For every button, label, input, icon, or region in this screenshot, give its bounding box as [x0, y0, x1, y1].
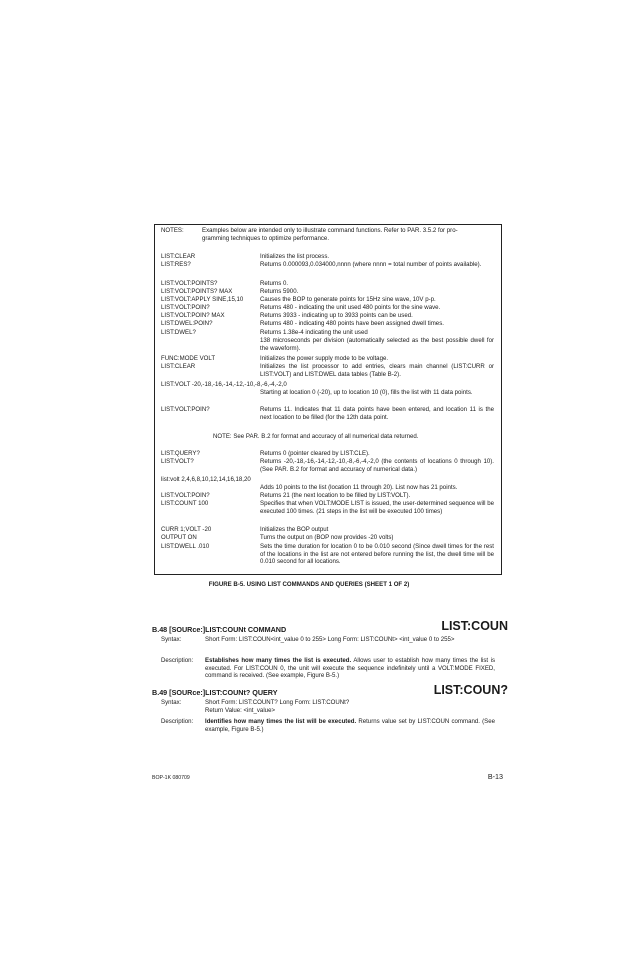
section-b48-command: LIST:COUN: [441, 619, 508, 633]
list-row-description: Initializes the list process.: [260, 253, 330, 260]
list-row-command: LIST:CLEAR: [161, 363, 196, 370]
page-number: B-13: [487, 772, 503, 781]
b49-description: [205, 718, 495, 733]
notes-line-1: Examples below are intended only to illustrate command functions. Refer to PAR. 3.5.2 for pro-: [202, 227, 458, 234]
list-row-description: Returns 0 (pointer cleared by LIST:CLE).: [260, 450, 370, 457]
list-note: NOTE: See PAR. B.2 for format and accuracy of all numerical data returned.: [213, 433, 419, 440]
list-row-description: Specifies that when VOLT:MODE LIST is issued, the user-determined sequence will be executed 100 times. (21 steps in the list will be executed 100 times): [260, 500, 494, 515]
list-row-command: LIST:DWEL?: [161, 329, 196, 336]
list-row-description: Returns -20,-18,-16,-14,-12,-10,-8,-6,-4,-2,0 (the contents of locations 0 through 10). (See PAR. B.2 for format and accuracy of numerical data.): [260, 458, 494, 473]
list-row-description: Returns 480 - indicating the unit used 480 points for the sine wave.: [260, 304, 441, 311]
list-row-command: LIST:VOLT:POINTS?: [161, 280, 218, 287]
b49-syntax: Short Form: LIST:COUNT? Long Form: LIST:COUNt?: [205, 699, 350, 706]
figure-caption: FIGURE B-5. USING LIST COMMANDS AND QUERIES (SHEET 1 OF 2): [208, 581, 410, 588]
b48-syntax-label: Syntax:: [161, 636, 182, 643]
notes-line-2: gramming techniques to optimize performance.: [202, 235, 330, 242]
list-row-description: Returns 1.38e-4 indicating the unit used: [260, 329, 368, 336]
list-row-description: 138 microseconds per division (automatically selected as the best possible dwell for the waveform).: [260, 337, 494, 352]
section-b48-heading: B.48 [SOURce:]LIST:COUNt COMMAND: [152, 625, 287, 634]
list-row-command: LIST:DWELL .010: [161, 543, 210, 550]
list-row-command: LIST:VOLT:POIN?: [161, 304, 210, 311]
list-row-description: Causes the BOP to generate points for 15Hz sine wave, 10V p-p.: [260, 296, 436, 303]
b49-description-label: Description:: [161, 718, 194, 725]
b49-return-value: Return Value: <int_value>: [205, 707, 276, 714]
list-row-command: LIST:VOLT:POIN?: [161, 406, 210, 413]
list-row-description: Returns 480 - indicating 480 points have been assigned dwell times.: [260, 320, 444, 327]
b48-desc-rest: Allows user to establish how many times the list is executed. For LIST:COUN 0, the unit will execute the sequence indefinitely until a VOLT:MODE FIXED, command is received. (See example, Figure B-5.): [205, 657, 495, 680]
list-row-command: OUTPUT ON: [161, 534, 197, 541]
list-row-description: Initializes the list processor to add entries, clears main channel (LIST:CURR or LIST:VOLT) and LIST:DWEL data tables (Table B-2).: [260, 363, 494, 378]
list-row-command: LIST:CLEAR: [161, 253, 196, 260]
list-row-description: Returns 0.000093,0.034000,nnnn (where nnnn = total number of points available).: [260, 261, 482, 268]
list-row-description: Returns 3933 - indicating up to 3933 points can be used.: [260, 312, 413, 319]
b48-description-label: Description:: [161, 657, 194, 664]
list-row-description: Starting at location 0 (-20), up to location 10 (0), fills the list with 11 data points.: [260, 389, 473, 396]
list-row-description: Returns 11. Indicates that 11 data points have been entered, and location 11 is the next location to be filled (for the 12th data point.: [260, 406, 494, 421]
b48-syntax: Short Form: LIST:COUN<int_value 0 to 255> Long Form: LIST:COUNt> <int_value 0 to 255>: [205, 636, 455, 643]
list-row-command: LIST:VOLT:POINTS? MAX: [161, 288, 233, 295]
list-row-command: LIST:RES?: [161, 261, 191, 268]
notes-label: NOTES:: [161, 227, 184, 234]
list-row-description: Adds 10 points to the list (location 11 through 20). List now has 21 points.: [260, 484, 458, 491]
list-row-command: FUNC:MODE VOLT: [161, 355, 216, 362]
list-row-command: LIST:VOLT?: [161, 458, 194, 465]
list-row-command: LIST:VOLT:POIN?: [161, 492, 210, 499]
list-row-command: LIST:VOLT:APPLY SINE,15,10: [161, 296, 244, 303]
list-row-command: LIST:VOLT:POIN? MAX: [161, 312, 225, 319]
footer-left: BOP-1K 080709: [152, 775, 190, 781]
list-row-description: Sets the time duration for location 0 to be 0.010 second (Since dwell times for the rest of the locations in the list are not entered before running the list, the dwell time will be 0.010 second for all locations.: [260, 543, 494, 566]
list-row-description: Initializes the power supply mode to be voltage.: [260, 355, 389, 362]
b48-desc-bold: Establishes how many times the list is executed.: [205, 657, 352, 664]
example-box: [154, 224, 502, 575]
list-row-command: LIST:VOLT -20,-18,-16,-14,-12,-10,-8,-6,-4,-2,0: [161, 381, 287, 388]
list-row-description: Turns the output on (BOP now provides -20 volts): [260, 534, 394, 541]
list-row-description: Returns 5900.: [260, 288, 299, 295]
list-row-description: Returns 21 (the next location to be filled by LIST:VOLT).: [260, 492, 411, 499]
list-row-command: list:volt 2,4,6,8,10,12,14,16,18,20: [161, 476, 251, 483]
list-row-command: LIST:QUERY?: [161, 450, 200, 457]
b49-desc-bold: Identifies how many times the list will be executed.: [205, 718, 357, 725]
list-row-command: LIST:COUNT 100: [161, 500, 209, 507]
b49-desc-rest: Returns value set by LIST:COUN command. (See example, Figure B-5.): [205, 718, 495, 733]
list-row-command: LIST:DWEL:POIN?: [161, 320, 213, 327]
b48-description: [205, 657, 495, 680]
list-row-command: CURR 1;VOLT -20: [161, 526, 212, 533]
section-b49-heading: B.49 [SOURce:]LIST:COUNt? QUERY: [152, 688, 278, 697]
b49-syntax-label: Syntax:: [161, 699, 182, 706]
list-row-description: Initializes the BOP output: [260, 526, 329, 533]
section-b49-command: LIST:COUN?: [433, 683, 508, 697]
list-row-description: Returns 0.: [260, 280, 289, 287]
